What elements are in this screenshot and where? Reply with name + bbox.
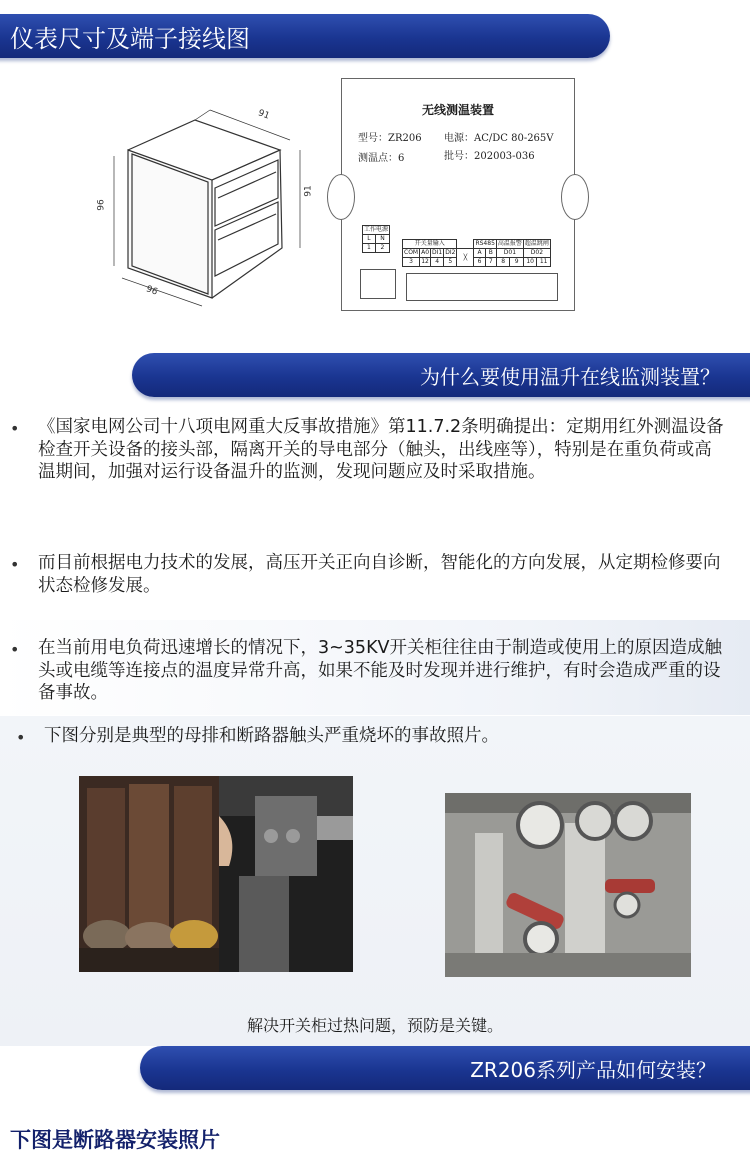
rs485-label: RS485: [475, 240, 495, 247]
dim-label-right: 91: [303, 185, 314, 197]
section-title: ZR206系列产品如何安装？: [470, 1057, 716, 1082]
bullet-text-4: 下图分别是典型的母排和断路器触头严重烧坏的事故照片。: [44, 726, 499, 746]
plate-model: 型号：ZR206: [358, 133, 422, 144]
bullet-text-2: 而目前根据电力技术的发展，高压开关正向自诊断，智能化的方向发展，从定期检修要向状态检修发展。: [38, 553, 721, 596]
plate-points: 测温点：6: [358, 153, 405, 164]
bullet-text-1: 《国家电网公司十八项电网重大反事故措施》第11.7.2条明确提出：定期用红外测温设备检查开关设备的接头部，隔离开关的导电部分（触头，出线座等），特别是在重负荷或高温期间，加强对运行设备温升的监测，发现问题应及时采取措施。: [38, 417, 724, 482]
term-a0: A0: [421, 249, 430, 256]
plate-notch-left: [327, 174, 355, 220]
term-num: 12: [421, 258, 429, 265]
term-b: B: [485, 249, 496, 258]
bullet-dot: •: [10, 419, 20, 438]
photo-caption: 解决开关柜过热问题，预防是关键。: [246, 1016, 503, 1035]
term-a: A: [474, 249, 485, 258]
dim-label-left: 96: [96, 199, 107, 211]
term-num: 7: [485, 258, 496, 267]
section-title: 为什么要使用温升在线监测装置？: [420, 364, 720, 389]
term-num: 8: [496, 258, 510, 267]
device-nameplate: [341, 78, 575, 311]
meter-outline-figure: [100, 98, 320, 308]
term-num: 11: [537, 258, 551, 267]
term-num: 5: [444, 258, 457, 267]
plate-batch: 批号：202003-036: [444, 151, 535, 162]
temp-alarm-label: 高温报警: [497, 240, 522, 247]
term-di2: DI2: [445, 249, 456, 256]
terminal-2: 2: [375, 244, 389, 253]
dimension-drawing: [96, 98, 320, 308]
install-photo-title: 下图是断路器安装照片: [10, 1128, 220, 1152]
power-label: 工作电源: [364, 226, 389, 233]
bullet-dot: •: [10, 555, 20, 574]
plate-blank-box-small: [360, 269, 396, 299]
section-title: 仪表尺寸及端子接线图: [10, 24, 250, 53]
io-terminal-table: [402, 239, 551, 267]
photo-breaker-contacts: [445, 793, 691, 977]
section-banner-install: [140, 1046, 750, 1090]
terminal-1: 1: [363, 244, 376, 253]
term-di1: DI1: [432, 249, 443, 256]
plate-title: 无线测温装置: [421, 103, 494, 117]
term-num: 9: [510, 258, 524, 267]
plate-power: 电源：AC/DC 80-265V: [444, 133, 554, 144]
term-blank-x: ╳: [457, 249, 474, 267]
bullet-dot: •: [10, 640, 20, 659]
term-num: 3: [403, 258, 420, 267]
term-do2: D02: [523, 249, 550, 258]
switch-input-label: 开关量输入: [403, 240, 457, 249]
section-banner-why: [132, 353, 750, 397]
bullet-dot: •: [16, 728, 26, 747]
dim-label-top: 91: [256, 108, 271, 122]
overtemp-trip-label: 超温跳闸: [524, 240, 549, 247]
term-num: 4: [431, 258, 444, 267]
term-com: COM: [404, 249, 419, 256]
terminal-l: L: [363, 235, 376, 244]
power-terminal-table: [362, 225, 390, 253]
photo-burnt-busbar: [79, 776, 353, 972]
photo-breaker-image: [445, 793, 691, 977]
terminal-n: N: [375, 235, 389, 244]
term-num: 6: [474, 258, 485, 267]
plate-blank-box-wide: [406, 273, 558, 301]
photo-busbar-image: [79, 776, 353, 972]
term-num: 10: [523, 258, 537, 267]
bullet-text-3: 在当前用电负荷迅速增长的情况下，3~35KV开关柜往往由于制造或使用上的原因造成触头或电缆等连接点的温度异常升高，如果不能及时发现并进行维护，有时会造成严重的设备事故。: [38, 638, 723, 703]
dim-label-bottom: 96: [144, 284, 159, 298]
term-do1: D01: [496, 249, 523, 258]
section-banner-dimensions: [0, 14, 610, 58]
plate-notch-right: [561, 174, 589, 220]
